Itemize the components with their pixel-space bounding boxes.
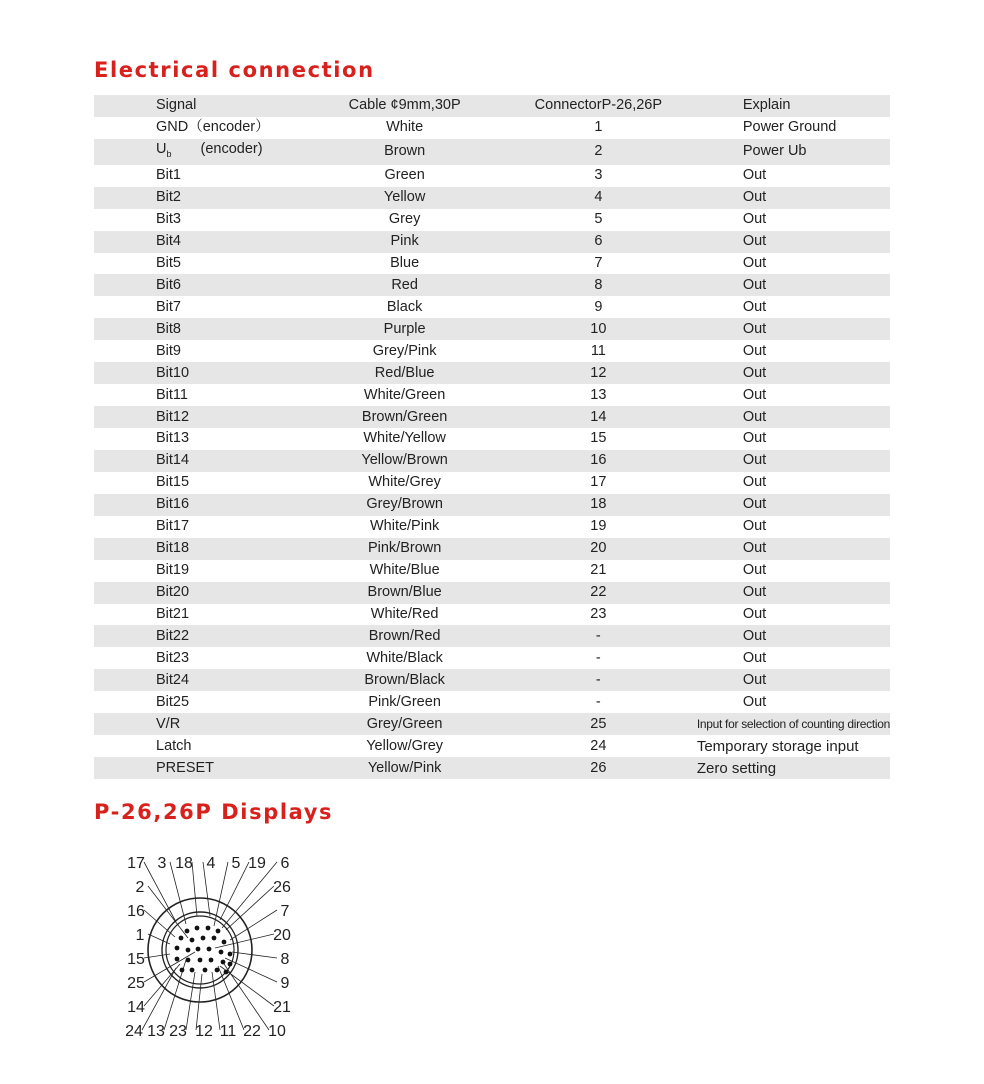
- connector-pin-cell: 13: [590, 386, 607, 403]
- cable-color-cell: Brown: [384, 143, 426, 160]
- cable-color-cell: Grey/Pink: [372, 342, 437, 359]
- cable-color-cell: Red/Blue: [374, 364, 435, 381]
- connector-pin: [207, 947, 212, 952]
- cable-color-cell: Red: [391, 276, 418, 293]
- pin-label: 19: [248, 855, 266, 872]
- connector-pin-cell: 23: [590, 605, 607, 622]
- signal-cell: Bit5: [156, 254, 181, 271]
- section-title-connector-display: P-26,26P Displays: [94, 800, 334, 824]
- connector-pinout-diagram: [120, 848, 310, 1048]
- table-row: [94, 231, 890, 253]
- connector-pin: [195, 926, 200, 931]
- explain-cell: Out: [742, 298, 767, 315]
- table-row: [94, 735, 890, 757]
- connector-pin-cell: 4: [594, 189, 603, 206]
- connector-pin: [198, 958, 203, 963]
- signal-cell: Bit19: [156, 562, 190, 579]
- signal-cell: Bit8: [156, 320, 181, 337]
- table-row: [94, 604, 890, 626]
- table-row: [94, 647, 890, 669]
- table-row: [94, 516, 890, 538]
- table-row: [94, 362, 890, 384]
- connector-pin-cell: 10: [590, 320, 607, 337]
- signal-cell: Bit22: [156, 627, 190, 644]
- pin-label: 23: [169, 1023, 187, 1040]
- connector-pin-cell: 1: [594, 119, 603, 136]
- explain-cell: Out: [742, 408, 767, 425]
- signal-cell: Bit23: [156, 649, 190, 666]
- cable-color-cell: White/Yellow: [363, 430, 446, 447]
- connector-pin-cell: 22: [590, 584, 607, 601]
- pin-label: 3: [157, 855, 167, 872]
- explain-cell: Out: [742, 627, 767, 644]
- cable-color-cell: Green: [384, 167, 425, 184]
- pin-label: 15: [127, 951, 145, 968]
- pin-label: 26: [273, 879, 291, 896]
- signal-cell: Bit13: [156, 430, 190, 447]
- signal-cell: PRESET: [156, 759, 215, 776]
- connector-pin-cell: 12: [590, 364, 607, 381]
- signal-cell: $U_b$ (encoder): [156, 140, 263, 159]
- table-header-cell: Cable ¢9mm,30P: [348, 97, 461, 114]
- table-row: [94, 384, 890, 406]
- signal-cell: Bit12: [156, 408, 190, 425]
- cable-color-cell: Pink/Green: [368, 693, 441, 710]
- pin-label: 13: [147, 1023, 165, 1040]
- connector-pin-cell: 3: [594, 167, 603, 184]
- explain-cell: Out: [742, 496, 767, 513]
- table-row: [94, 713, 890, 735]
- pin-label: 10: [268, 1023, 286, 1040]
- connector-pin: [180, 968, 185, 973]
- table-row: [94, 296, 890, 318]
- cable-color-cell: Grey: [388, 211, 421, 228]
- connector-pin-cell: 17: [590, 474, 607, 491]
- pin-label: 1: [135, 927, 145, 944]
- cable-color-cell: Blue: [390, 254, 420, 271]
- table-row: [94, 582, 890, 604]
- signal-cell: Bit4: [156, 233, 181, 250]
- explain-cell: Out: [742, 320, 767, 337]
- pin-label: 2: [135, 879, 145, 896]
- pin-label: 18: [175, 855, 193, 872]
- connector-pin-cell: 18: [590, 496, 607, 513]
- signal-cell: GND（encoder）: [156, 119, 270, 136]
- cable-color-cell: White/Green: [363, 386, 446, 403]
- cable-color-cell: Yellow: [383, 189, 426, 206]
- connector-pin: [216, 929, 221, 934]
- cable-color-cell: White: [386, 119, 424, 136]
- table-row: [94, 538, 890, 560]
- signal-cell: Latch: [156, 737, 192, 754]
- connector-pin: [228, 952, 233, 957]
- pin-label: 8: [280, 951, 290, 968]
- pin-label: 11: [219, 1023, 237, 1040]
- explain-cell: Out: [742, 167, 767, 184]
- table-header-cell: Explain: [742, 97, 791, 114]
- table-row: [94, 139, 890, 165]
- signal-cell: Bit7: [156, 298, 181, 315]
- explain-cell: Out: [742, 562, 767, 579]
- pin-label: 21: [273, 999, 291, 1016]
- signal-cell: Bit2: [156, 189, 181, 206]
- signal-cell: Bit20: [156, 584, 190, 601]
- section-title-electrical-connection: Electrical connection: [94, 58, 375, 82]
- pin-label: 17: [127, 855, 145, 872]
- connector-pin-cell: 25: [590, 715, 607, 732]
- explain-cell: Out: [742, 386, 767, 403]
- cable-color-cell: Grey/Green: [366, 715, 443, 732]
- explain-cell: Out: [742, 254, 767, 271]
- connector-pin-cell: -: [595, 627, 601, 644]
- pin-label: 16: [127, 903, 145, 920]
- signal-cell: Bit25: [156, 693, 190, 710]
- pin-label: 20: [273, 927, 291, 944]
- signal-cell: Bit16: [156, 496, 190, 513]
- table-row: [94, 274, 890, 296]
- explain-cell: Out: [742, 211, 767, 228]
- connector-pin: [175, 946, 180, 951]
- connector-pin-cell: 14: [590, 408, 607, 425]
- table-row: [94, 625, 890, 647]
- explain-cell: Input for selection of counting direction: [696, 716, 890, 731]
- pin-leader-line: [142, 968, 176, 1030]
- pin-label: 5: [231, 855, 241, 872]
- table-row: [94, 669, 890, 691]
- pin-label: 6: [280, 855, 290, 872]
- signal-cell: Bit11: [156, 386, 188, 403]
- connector-pin: [219, 950, 224, 955]
- cable-color-cell: Pink/Brown: [367, 540, 442, 557]
- explain-cell: Zero setting: [696, 759, 777, 777]
- pin-label: 25: [127, 975, 145, 992]
- cable-color-cell: White/Red: [370, 605, 439, 622]
- connection-table: [94, 95, 890, 779]
- explain-cell: Power Ub: [742, 143, 807, 160]
- table-header-cell: ConnectorP-26,26P: [534, 97, 663, 114]
- explain-cell: Out: [742, 693, 767, 710]
- table-row: [94, 472, 890, 494]
- table-row: [94, 560, 890, 582]
- connector-pin: [215, 968, 220, 973]
- signal-cell: Bit9: [156, 342, 181, 359]
- connector-pin-cell: -: [595, 649, 601, 666]
- signal-cell: Bit10: [156, 364, 190, 381]
- cable-color-cell: Yellow/Grey: [366, 737, 444, 754]
- pin-label: 22: [243, 1023, 261, 1040]
- connector-pin: [185, 929, 190, 934]
- connector-pin-cell: 7: [594, 254, 603, 271]
- explain-cell: Out: [742, 474, 767, 491]
- table-row: [94, 450, 890, 472]
- connector-pin: [196, 947, 201, 952]
- cable-color-cell: Yellow/Brown: [361, 452, 448, 469]
- cable-color-cell: White/Blue: [369, 562, 440, 579]
- connector-pin-cell: 11: [590, 342, 606, 359]
- signal-cell: Bit3: [156, 211, 181, 228]
- cable-color-cell: Brown/Black: [364, 671, 445, 688]
- connector-pin-cell: -: [595, 671, 601, 688]
- explain-cell: Temporary storage input: [696, 737, 859, 755]
- explain-cell: Out: [742, 540, 767, 557]
- cable-color-cell: Yellow/Pink: [367, 759, 442, 776]
- connector-pin: [201, 936, 206, 941]
- signal-cell: Bit21: [156, 605, 190, 622]
- cable-color-cell: White/Black: [366, 649, 443, 666]
- connector-pin: [228, 962, 233, 967]
- table-row: [94, 209, 890, 231]
- cable-color-cell: Brown/Red: [368, 627, 441, 644]
- table-header-cell: Signal: [156, 97, 197, 114]
- explain-cell: Power Ground: [742, 119, 837, 136]
- pin-leader-line: [232, 952, 277, 958]
- connector-pin-cell: 20: [590, 540, 607, 557]
- signal-cell: Bit1: [156, 167, 181, 184]
- table-row: [94, 691, 890, 713]
- explain-cell: Out: [742, 189, 767, 206]
- pin-label: 4: [206, 855, 216, 872]
- connector-pin-cell: 15: [590, 430, 607, 447]
- explain-cell: Out: [742, 276, 767, 293]
- explain-cell: Out: [742, 605, 767, 622]
- cable-color-cell: Black: [386, 298, 423, 315]
- signal-cell: Bit6: [156, 276, 181, 293]
- signal-cell: Bit14: [156, 452, 190, 469]
- connector-pin-cell: 19: [590, 518, 607, 535]
- table-row: [94, 340, 890, 362]
- explain-cell: Out: [742, 649, 767, 666]
- cable-color-cell: White/Pink: [369, 518, 440, 535]
- connector-pin: [203, 968, 208, 973]
- signal-cell: V/R: [156, 715, 181, 732]
- table-row: [94, 187, 890, 209]
- explain-cell: Out: [742, 584, 767, 601]
- explain-cell: Out: [742, 430, 767, 447]
- table-row: [94, 494, 890, 516]
- signal-cell: Bit17: [156, 518, 190, 535]
- connector-pin: [186, 948, 191, 953]
- connector-pin: [222, 940, 227, 945]
- table-header-row: [94, 95, 890, 117]
- connector-pin-cell: 16: [590, 452, 607, 469]
- connector-pin-cell: 21: [590, 562, 607, 579]
- cable-color-cell: Pink: [390, 233, 419, 250]
- pin-label: 7: [280, 903, 290, 920]
- connector-pin: [175, 957, 180, 962]
- connector-pin: [190, 938, 195, 943]
- signal-cell: Bit24: [156, 671, 190, 688]
- pin-label: 9: [280, 975, 290, 992]
- pin-label: 24: [125, 1023, 143, 1040]
- pin-leader-line: [214, 862, 228, 926]
- connector-pin: [179, 936, 184, 941]
- explain-cell: Out: [742, 452, 767, 469]
- explain-cell: Out: [742, 233, 767, 250]
- signal-cell: Bit15: [156, 474, 190, 491]
- cable-color-cell: Purple: [383, 320, 426, 337]
- table-row: [94, 406, 890, 428]
- explain-cell: Out: [742, 342, 767, 359]
- connector-pin-cell: 6: [594, 233, 603, 250]
- connector-pin: [206, 926, 211, 931]
- connector-pin: [212, 936, 217, 941]
- table-row: [94, 165, 890, 187]
- pin-label: 14: [127, 999, 145, 1016]
- connector-pin-cell: 2: [594, 143, 603, 160]
- table-row: [94, 428, 890, 450]
- signal-cell: Bit18: [156, 540, 190, 557]
- connector-pin-cell: 26: [590, 759, 607, 776]
- connector-pin: [221, 960, 226, 965]
- connector-pin: [209, 958, 214, 963]
- explain-cell: Out: [742, 671, 767, 688]
- table-row: [94, 757, 890, 779]
- connector-pin-cell: 5: [594, 211, 603, 228]
- connector-pin-cell: -: [595, 693, 601, 710]
- cable-color-cell: Grey/Brown: [366, 496, 443, 513]
- table-row: [94, 318, 890, 340]
- connector-pin-cell: 9: [594, 298, 603, 315]
- connector-pin: [186, 958, 191, 963]
- connector-pin: [224, 970, 229, 975]
- connector-pin-cell: 8: [594, 276, 603, 293]
- connector-pin-cell: 24: [590, 737, 607, 754]
- table-row: [94, 117, 890, 139]
- pin-leader-line: [226, 886, 274, 930]
- pin-label: 12: [195, 1023, 213, 1040]
- table-row: [94, 253, 890, 275]
- cable-color-cell: Brown/Green: [361, 408, 448, 425]
- explain-cell: Out: [742, 518, 767, 535]
- cable-color-cell: White/Grey: [368, 474, 441, 491]
- cable-color-cell: Brown/Blue: [367, 584, 442, 601]
- explain-cell: Out: [742, 364, 767, 381]
- connector-pin: [190, 968, 195, 973]
